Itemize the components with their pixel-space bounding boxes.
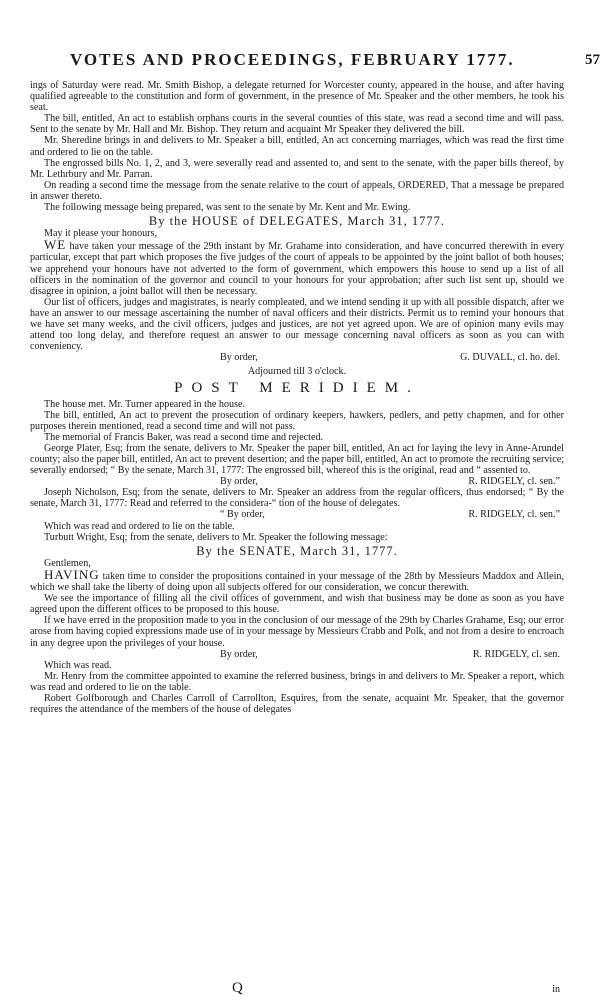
paragraph: Mr. Henry from the committee appointed to examine the referred business, brings in and delivers to Mr. Speaker a report, which was read and ordered to lie on the table. xyxy=(30,670,564,693)
section-title: POST MERIDIEM. xyxy=(174,380,420,397)
paragraph: The following message being prepared, was sent to the senate by Mr. Kent and Mr. Ewing. xyxy=(44,202,411,214)
clerk-name: R. RIDGELY, cl. sen. xyxy=(472,648,560,660)
paragraph xyxy=(30,566,564,594)
paragraph: The house met. Mr. Turner appeared in the house. xyxy=(44,398,245,410)
clerk-name: R. RIDGELY, cl. sen.” xyxy=(468,509,560,521)
lead-word: WE xyxy=(44,237,67,253)
lead-word: HAVING xyxy=(44,566,100,582)
by-order: “ By order, xyxy=(220,509,265,521)
signature-line xyxy=(30,649,564,660)
paragraph: George Plater, Esq; from the senate, delivers to Mr. Speaker the paper bill, entitled, An act for laying the levy in Anne-Arundel county; also the paper bill, entitled, An act to prevent desertion; and the paper bill, entitled, An act to promote the recruiting service; severally endorsed; “ By the senate, March 31, 1777: The engrossed bill, whereof this is the original, read and “ assented to. xyxy=(30,442,564,477)
by-order: By order, xyxy=(220,648,258,660)
paragraph: Mr. Sheredine brings in and delivers to Mr. Speaker a bill, entitled, An act concerning marriages, which was read the first time and ordered to lie on the table. xyxy=(30,135,564,158)
house-heading: By the HOUSE of DELEGATES, March 31, 1777. xyxy=(148,214,446,229)
paragraph: If we have erred in the proposition made to you in the conclusion of our message of the 29th by Charles Grahame, Esq; our error arose from having copied expressions made use of in your message by Messieurs Crabb and Polk, and not from a desire to encroach in any degree upon the privileges of your house. xyxy=(30,615,564,649)
paragraph: ings of Saturday were read. Mr. Smith Bishop, a delegate returned for Worcester county, appeared in the house, and after having qualified agreeable to the constitution and form of government, in the presence of Mr. Speaker and the other members, he took his seat. xyxy=(30,80,564,114)
by-order: By order, xyxy=(220,476,258,488)
paragraph: Joseph Nicholson, Esq; from the senate, delivers to Mr. Speaker an address from the regular officers, thus endorsed; “ By the senate, March 31, 1777: Read and referred to the considera-“ tion of the house of delegates. xyxy=(30,487,564,510)
signature-line xyxy=(30,352,564,363)
body-text xyxy=(30,80,564,715)
paragraph: The bill, entitled, An act to establish orphans courts in the several counties of this state, was read a second time and will pass. Sent to the senate by Mr. Hall and Mr. Bishop. They return and acquaint Mr Speaker they delivered the bill. xyxy=(30,113,564,136)
adjourned-note: Adjourned till 3 o'clock. xyxy=(247,366,347,378)
salutation: May it please your honours, xyxy=(44,228,157,240)
salutation: Gentlemen, xyxy=(44,557,91,569)
paragraph: Robert Golfborough and Charles Carroll of Carrollton, Esquires, from the senate, acquaint Mr. Speaker, that the governor requires the attendance of the members of the house of delegates xyxy=(30,692,564,716)
clerk-name: R. RIDGELY, cl. sen.” xyxy=(468,476,560,488)
paragraph: The memorial of Francis Baker, was read a second time and rejected. xyxy=(44,431,324,443)
senate-heading: By the SENATE, March 31, 1777. xyxy=(196,543,398,558)
signature-line xyxy=(30,476,564,487)
clerk-name: G. DUVALL, cl. ho. del. xyxy=(460,352,560,364)
running-title: VOTES AND PROCEEDINGS, FEBRUARY 1777. xyxy=(70,50,515,69)
paragraph: Which was read and ordered to lie on the table. xyxy=(44,520,235,532)
paragraph: On reading a second time the message from the senate relative to the court of appeals, ORDERED, That a message be prepared in answer thereto. xyxy=(30,179,564,202)
paragraph xyxy=(30,239,564,296)
catchword: in xyxy=(552,984,560,995)
paragraph-text: have taken your message of the 29th instant by Mr. Grahame into consideration, and have concurred therewith in every particular, except that part which proposes the five judges of the court of appeals to be appointed by the joint ballot of both houses; we apprehend your honours have not adverted to the form of government, which empowers this house to send up a list of all officers in the nomination of the governor and council to your honours for your approbation; after such list sent up, should we disagree in opinion, a joint ballot will then be necessary. xyxy=(30,241,564,297)
by-order: By order, xyxy=(220,352,258,364)
page-number: 57 xyxy=(585,52,600,68)
paragraph-text: taken time to consider the propositions contained in your message of the 28th by Messieurs Maddox and Allein, which we shall take the liberty of doing upon all subjects offered for our consideration, we concur therewith. xyxy=(30,570,564,594)
signature-mark: Q xyxy=(232,980,243,996)
signature-line xyxy=(30,509,564,520)
paragraph: The engrossed bills No. 1, 2, and 3, were severally read and assented to, and sent to the senate, with the paper bills thereof, by Mr. Lethrbury and Mr. Parran. xyxy=(30,157,564,180)
paragraph: Turbutt Wright, Esq; from the senate, delivers to Mr. Speaker the following message: xyxy=(44,531,388,543)
paragraph: We see the importance of filling all the civil offices of government, and wish that business may be done as soon as you have agreed upon the different offices to be proposed to this house. xyxy=(30,593,564,616)
paragraph: Which was read. xyxy=(44,659,112,671)
paragraph: Our list of officers, judges and magistrates, is nearly compleated, and we intend sending it up with all possible dispatch, after we have an answer to our message ascertaining the number of naval officers and their districts. Permit us to remind your honours that we have set many weeks, and the civil officers, judges and justices, are not yet agreed upon. We are of opinion many evils may attend too long delay, and therefore request an answer to our message concerning naval officers as soon as you can with conveniency. xyxy=(30,296,564,353)
paragraph: The bill, entitled, An act to prevent the prosecution of ordinary keepers, hawkers, pedlers, and petty chapmen, and for other purposes therein mentioned, read a second time and will not pass. xyxy=(30,409,564,432)
